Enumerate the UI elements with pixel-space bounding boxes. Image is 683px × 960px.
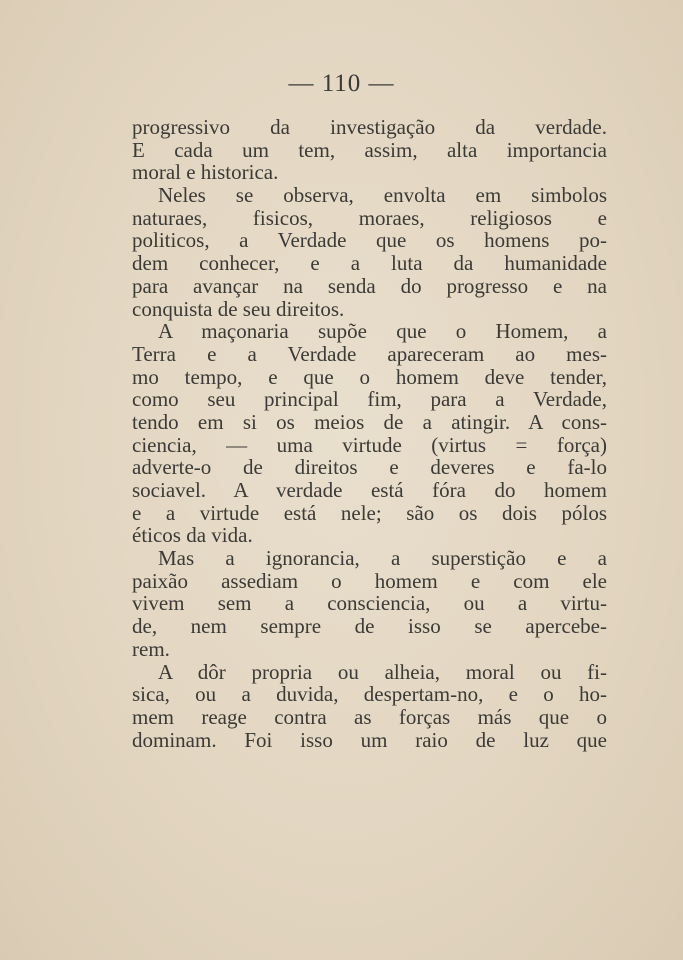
text-line: Neles se observa, envolta em simbolos [158,183,607,208]
text-line: como seu principal fim, para a Verdade, [132,387,607,412]
text-line: paixão assediam o homem e com ele [132,568,607,593]
text-line: progressivo da investigação da verdade. [132,115,607,139]
text-line: A dôr propria ou alheia, moral ou fi- [158,659,607,684]
text-line: para avançar na senda do progresso e na [132,273,607,298]
text-line: Mas a ignorancia, a superstição e a [158,546,607,571]
body-text [132,116,607,751]
text-line: dominam. Foi isso um raio de luz que [132,727,607,752]
text-line: e a virtude está nele; são os dois pólos [132,500,607,525]
text-line: mem reage contra as forças más que o [132,704,607,729]
text-line: rem. [132,636,170,661]
text-line: ciencia, — uma virtude (virtus = força) [132,432,607,457]
text-line: tendo em si os meios de a atingir. A cons- [132,409,607,434]
text-line: politicos, a Verdade que os homens po- [132,228,607,253]
page-number: — 110 — [288,70,395,97]
text-line: conquista de seu direitos. [132,296,345,321]
text-line: de, nem sempre de isso se apercebe- [132,614,607,639]
text-line: dem conhecer, e a luta da humanidade [132,251,607,276]
text-line: vivem sem a consciencia, ou a virtu- [132,591,607,616]
text-line: E cada um tem, assim, alta importancia [132,137,607,162]
text-line: A maçonaria supõe que o Homem, a [158,319,607,344]
text-line: éticos da vida. [132,523,253,548]
text-line: sica, ou a duvida, despertam-no, e o ho- [132,682,607,707]
text-line: naturaes, fisicos, moraes, religiosos e [132,205,607,230]
text-line: adverte-o de direitos e deveres e fa-lo [132,455,607,480]
text-line: mo tempo, e que o homem deve tender, [132,364,607,389]
text-line: sociavel. A verdade está fóra do homem [132,478,607,502]
text-line: Terra e a Verdade apareceram ao mes- [132,341,607,366]
text-line: moral e historica. [132,160,279,185]
